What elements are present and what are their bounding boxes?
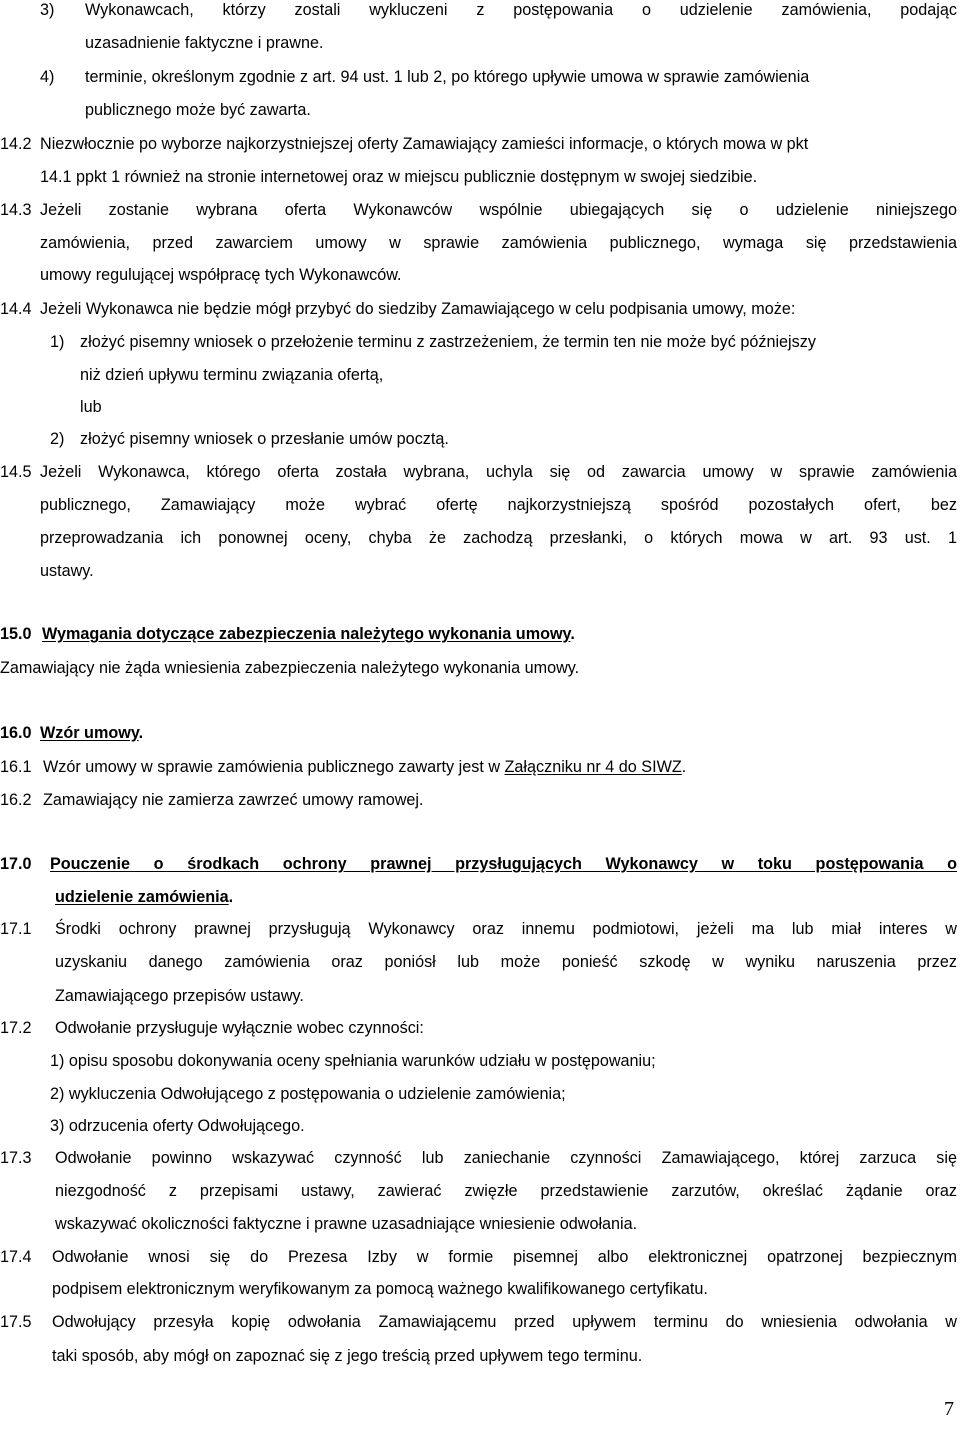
- clause-16-1: [0, 756, 960, 778]
- paragraph-line: Odwołujący przesyła kopię odwołania Zamawiającemu przed upływem terminu do wniesienia odwołania w: [52, 1313, 957, 1331]
- list-item-text: 1) opisu sposobu dokonywania oceny spełniania warunków udziału w postępowaniu;: [50, 1052, 656, 1070]
- paragraph-line: [0, 494, 960, 516]
- paragraph-line: [0, 1278, 960, 1300]
- clause-number: 14.5: [0, 463, 32, 481]
- section-title: Wymagania dotyczące zabezpieczenia należytego wykonania umowy: [42, 625, 571, 643]
- clause-17-2: [0, 1017, 960, 1039]
- section-heading-17-cont: [0, 886, 960, 908]
- paragraph-text: uzyskaniu danego zamówienia oraz poniósł lub może ponieść szkodę w wyniku naruszenia przez: [55, 953, 957, 971]
- paragraph-line: [0, 1180, 960, 1202]
- paragraph-line: Zamawiający nie zamierza zawrzeć umowy ramowej.: [43, 791, 424, 809]
- paragraph-text: niż dzień upływu terminu związania ofertą,: [80, 366, 384, 384]
- clause-17-4: [0, 1246, 960, 1268]
- clause-number: 17.1: [0, 920, 32, 938]
- section-title: Pouczenie o środkach ochrony prawnej przysługujących Wykonawcy w toku postępowania o: [50, 855, 957, 873]
- heading-period: .: [228, 888, 234, 906]
- paragraph-line: [0, 264, 960, 286]
- paragraph-line: [0, 166, 960, 188]
- paragraph-line: Odwołanie wnosi się do Prezesa Izby w formie pisemnej albo elektronicznej opatrzonej bezpiecznym: [52, 1248, 957, 1266]
- clause-16-2: [0, 789, 960, 811]
- list-item-text: 3) odrzucenia oferty Odwołującego.: [50, 1117, 305, 1135]
- section-number: 15.0: [0, 625, 32, 643]
- paragraph-line: Niezwłocznie po wyborze najkorzystniejszej oferty Zamawiający zamieści informacje, o których mowa w pkt: [40, 135, 809, 153]
- heading-period: .: [570, 625, 575, 643]
- paragraph-line: [0, 364, 960, 386]
- paragraph-text: 14.1 ppkt 1 również na stronie internetowej oraz w miejscu publicznie dostępnym w swojej siedzibie.: [40, 168, 758, 186]
- paragraph-period: .: [681, 758, 687, 776]
- list-item: [0, 1050, 960, 1072]
- list-item-4: [0, 66, 960, 88]
- clause-number: 14.3: [0, 201, 32, 219]
- paragraph-text: umowy regulującej współpracę tych Wykonawców.: [40, 266, 402, 284]
- list-item: [0, 1083, 960, 1105]
- list-number: 4): [40, 68, 55, 86]
- clause-number: 17.3: [0, 1149, 32, 1167]
- clause-17-5: [0, 1311, 960, 1333]
- paragraph-line: złożyć pisemny wniosek o przesłanie umów pocztą.: [80, 430, 449, 448]
- list-item-text: 2) wykluczenia Odwołującego z postępowania o udzielenie zamówienia;: [50, 1085, 566, 1103]
- heading-period: .: [138, 724, 144, 742]
- paragraph-text: wskazywać okoliczności faktyczne i prawne uzasadniające wniesienie odwołania.: [55, 1215, 638, 1233]
- paragraph-line: terminie, określonym zgodnie z art. 94 ust. 1 lub 2, po którego upływie umowa w sprawie zamówienia: [85, 68, 810, 86]
- clause-number: 16.1: [0, 758, 32, 776]
- paragraph-text: uzasadnienie faktyczne i prawne.: [85, 34, 324, 52]
- paragraph-text: Zamawiającego przepisów ustawy.: [55, 987, 304, 1005]
- paragraph-text: Zamawiający nie żąda wniesienia zabezpieczenia należytego wykonania umowy.: [0, 659, 580, 677]
- paragraph-line: [0, 1213, 960, 1235]
- clause-number: 17.5: [0, 1313, 32, 1331]
- paragraph-line: [0, 985, 960, 1007]
- clause-number: 14.2: [0, 135, 32, 153]
- paragraph-text: przeprowadzania ich ponownej oceny, chyba że zachodzą przesłanki, o których mowa w art. 93 ust. 1: [40, 529, 957, 547]
- paragraph-line: [0, 951, 960, 973]
- paragraph-line: Odwołanie przysługuje wyłącznie wobec czynności:: [55, 1019, 424, 1037]
- paragraph-line: [0, 560, 960, 582]
- paragraph-text: niezgodność z przepisami ustawy, zawierać zwięzłe przedstawienie zarzutów, określać żądanie oraz: [55, 1182, 957, 1200]
- page-number: 7: [944, 1398, 954, 1420]
- paragraph-line: [0, 232, 960, 254]
- list-number: 2): [50, 430, 65, 448]
- list-number: 1): [50, 333, 65, 351]
- option-2: [0, 428, 960, 450]
- clause-number: 14.4: [0, 300, 32, 318]
- clause-14-5: [0, 461, 960, 483]
- list-item-3: [0, 0, 960, 21]
- paragraph-text: publicznego może być zawarta.: [85, 101, 311, 119]
- clause-14-3: [0, 199, 960, 221]
- paragraph-line: [0, 657, 960, 679]
- section-title: udzielenie zamówienia: [55, 888, 229, 906]
- section-heading-17: [0, 853, 960, 875]
- section-heading-15: [0, 623, 960, 645]
- clause-14-2: [0, 133, 960, 155]
- paragraph-text: taki sposób, aby mógł on zapoznać się z jego treścią przed upływem tego terminu.: [52, 1347, 643, 1365]
- section-heading-16: [0, 722, 960, 744]
- paragraph-text: ustawy.: [40, 562, 94, 580]
- clause-number: 17.4: [0, 1248, 32, 1266]
- paragraph-text: lub: [80, 398, 102, 416]
- paragraph-line: Jeżeli zostanie wybrana oferta Wykonawców wspólnie ubiegających się o udzielenie niniejszego: [40, 201, 957, 219]
- clause-14-4: [0, 298, 960, 320]
- paragraph-line: Wykonawcach, którzy zostali wykluczeni z postępowania o udzielenie zamówienia, podając: [85, 1, 957, 19]
- paragraph-line: Jeżeli Wykonawca nie będzie mógł przybyć do siedziby Zamawiającego w celu podpisania umowy, może:: [40, 300, 796, 318]
- list-item: [0, 1115, 960, 1137]
- paragraph-line: [0, 99, 960, 121]
- paragraph-line: Środki ochrony prawnej przysługują Wykonawcy oraz innemu podmiotowi, jeżeli ma lub miał interes w: [55, 920, 957, 938]
- clause-17-3: [0, 1147, 960, 1169]
- paragraph-line: [0, 396, 960, 418]
- list-number: 3): [40, 1, 55, 19]
- option-1: [0, 331, 960, 353]
- paragraph-text: publicznego, Zamawiający może wybrać ofertę najkorzystniejszą spośród pozostałych ofert, bez: [40, 496, 957, 514]
- clause-number: 16.2: [0, 791, 32, 809]
- paragraph-text: podpisem elektronicznym weryfikowanym za pomocą ważnego kwalifikowanego certyfikatu.: [52, 1280, 708, 1298]
- section-title: Wzór umowy: [40, 724, 139, 742]
- clause-17-1: [0, 918, 960, 940]
- paragraph-line: [0, 527, 960, 549]
- paragraph-text: zamówienia, przed zawarciem umowy w sprawie zamówienia publicznego, wymaga się przedstawienia: [40, 234, 957, 252]
- clause-number: 17.2: [0, 1019, 32, 1037]
- paragraph-line: Odwołanie powinno wskazywać czynność lub zaniechanie czynności Zamawiającego, której zarzuca się: [55, 1149, 957, 1167]
- section-number: 16.0: [0, 724, 32, 742]
- paragraph-line: Jeżeli Wykonawca, którego oferta została wybrana, uchyla się od zawarcia umowy w sprawie zamówienia: [40, 463, 957, 481]
- paragraph-text: Wzór umowy w sprawie zamówienia publicznego zawarty jest w: [43, 758, 501, 776]
- attachment-link[interactable]: Załączniku nr 4 do SIWZ: [504, 758, 682, 776]
- paragraph-line: [0, 1345, 960, 1367]
- paragraph-line: złożyć pisemny wniosek o przełożenie terminu z zastrzeżeniem, że termin ten nie może być późniejszy: [80, 333, 816, 351]
- paragraph-line: [0, 32, 960, 54]
- section-number: 17.0: [0, 855, 32, 873]
